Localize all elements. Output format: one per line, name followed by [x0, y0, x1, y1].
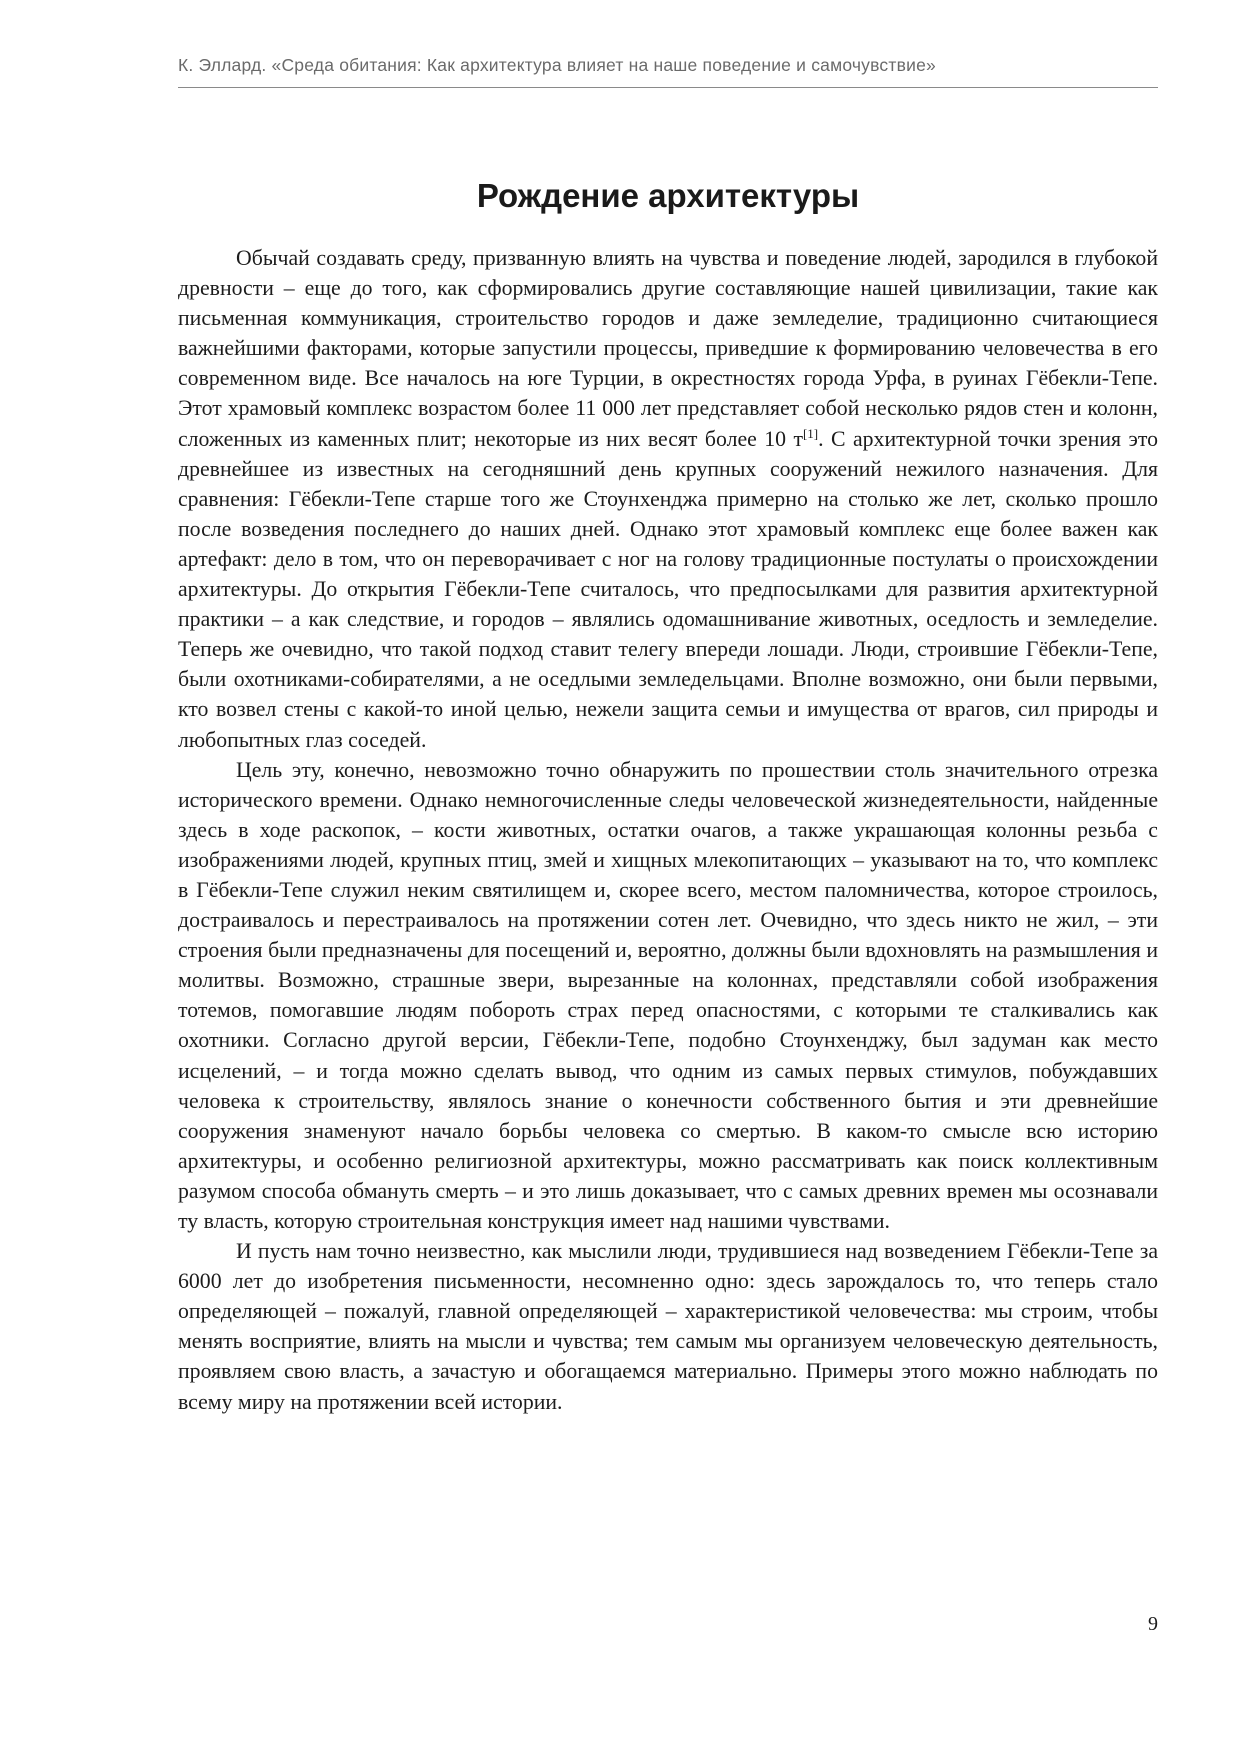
chapter-body — [178, 243, 1158, 1417]
page-number: 9 — [1148, 1613, 1158, 1635]
footnote-reference-1[interactable]: [1] — [802, 425, 819, 441]
header-divider — [178, 87, 1158, 88]
paragraph-1-text-start: Обычай создавать среду, призванную влиять на чувства и поведение людей, зародился в глубокой древности – еще до того, как сформировались другие составляющие нашей цивилизации, такие как письменная коммуникация, строительство городов и даже земледелие, традиционно считающиеся важнейшими факторами, которые запустили процессы, приведшие к формированию человечества в его современном виде. Все началось на юге Турции, в окрестностях города Урфа, в руинах Гёбекли-Тепе. Этот храмовый комплекс возрастом более 11 000 лет представляет собой несколько рядов стен и колонн, сложенных из каменных плит; некоторые из них весят более 10 т — [178, 246, 1158, 451]
paragraph-1-text-end: . С архитектурной точки зрения это древнейшее из известных на сегодняшний день крупных сооружений нежилого назначения. Для сравнения: Гёбекли-Тепе старше того же Стоунхенджа примерно на столько же лет, сколько прошло после возведения последнего до наших дней. Однако этот храмовый комплекс еще более важен как артефакт: дело в том, что он переворачивает с ног на голову традиционные постулаты о происхождении архитектуры. До открытия Гёбекли-Тепе считалось, что предпосылками для развития архитектурной практики – а как следствие, и городов – являлись одомашнивание животных, оседлость и земледелие. Теперь же очевидно, что такой подход ставит телегу впереди лошади. Люди, строившие Гёбекли-Тепе, были охотниками-собирателями, а не оседлыми земледельцами. Вполне возможно, они были первыми, кто возвел стены с какой-то иной целью, нежели защита семьи и имущества от врагов, сил природы и любопытных глаз соседей. — [178, 426, 1158, 752]
paragraph-2: Цель эту, конечно, невозможно точно обнаружить по прошествии столь значительного отрезка исторического времени. Однако немногочисленные следы человеческой жизнедеятельности, найденные здесь в ходе раскопок, – кости животных, остатки очагов, а также украшающая колонны резьба с изображениями людей, крупных птиц, змей и хищных млекопитающих – указывают на то, что комплекс в Гёбекли-Тепе служил неким святилищем и, скорее всего, местом паломничества, которое строилось, достраивалось и перестраивалось на протяжении сотен лет. Очевидно, что здесь никто не жил, – эти строения были предназначены для посещений и, вероятно, должны были вдохновлять на размышления и молитвы. Возможно, страшные звери, вырезанные на колоннах, представляли собой изображения тотемов, помогавшие людям побороть страх перед опасностями, с которыми те сталкивались как охотники. Согласно другой версии, Гёбекли-Тепе, подобно Стоунхенджу, был задуман как место исцелений, – и тогда можно сделать вывод, что одним из самых первых стимулов, побуждавших человека к строительству, являлось знание о конечности собственного бытия и эти древнейшие сооружения знаменуют начало борьбы человека со смертью. В каком-то смысле всю историю архитектуры, и особенно религиозной архитектуры, можно рассматривать как поиск коллективным разумом способа обмануть смерть – и это лишь доказывает, что с самых древних времен мы осознавали ту власть, которую строительная конструкция имеет над нашими чувствами. — [178, 757, 1158, 1233]
paragraph-3: И пусть нам точно неизвестно, как мыслили люди, трудившиеся над возведением Гёбекли-Тепе за 6000 лет до изобретения письменности, несомненно одно: здесь зарождалось то, что теперь стало определяющей – пожалуй, главной определяющей – характеристикой человечества: мы строим, чтобы менять восприятие, влиять на мысли и чувства; тем самым мы организуем человеческую деятельность, проявляем свою власть, а зачастую и обогащаемся материально. Примеры этого можно наблюдать по всему миру на протяжении всей истории. — [178, 1239, 1158, 1414]
chapter-title: Рождение архитектуры — [476, 177, 860, 214]
running-header: К. Эллард. «Среда обитания: Как архитектура влияет на наше поведение и самочувствие» — [178, 55, 936, 75]
paragraph-1 — [178, 243, 1158, 755]
